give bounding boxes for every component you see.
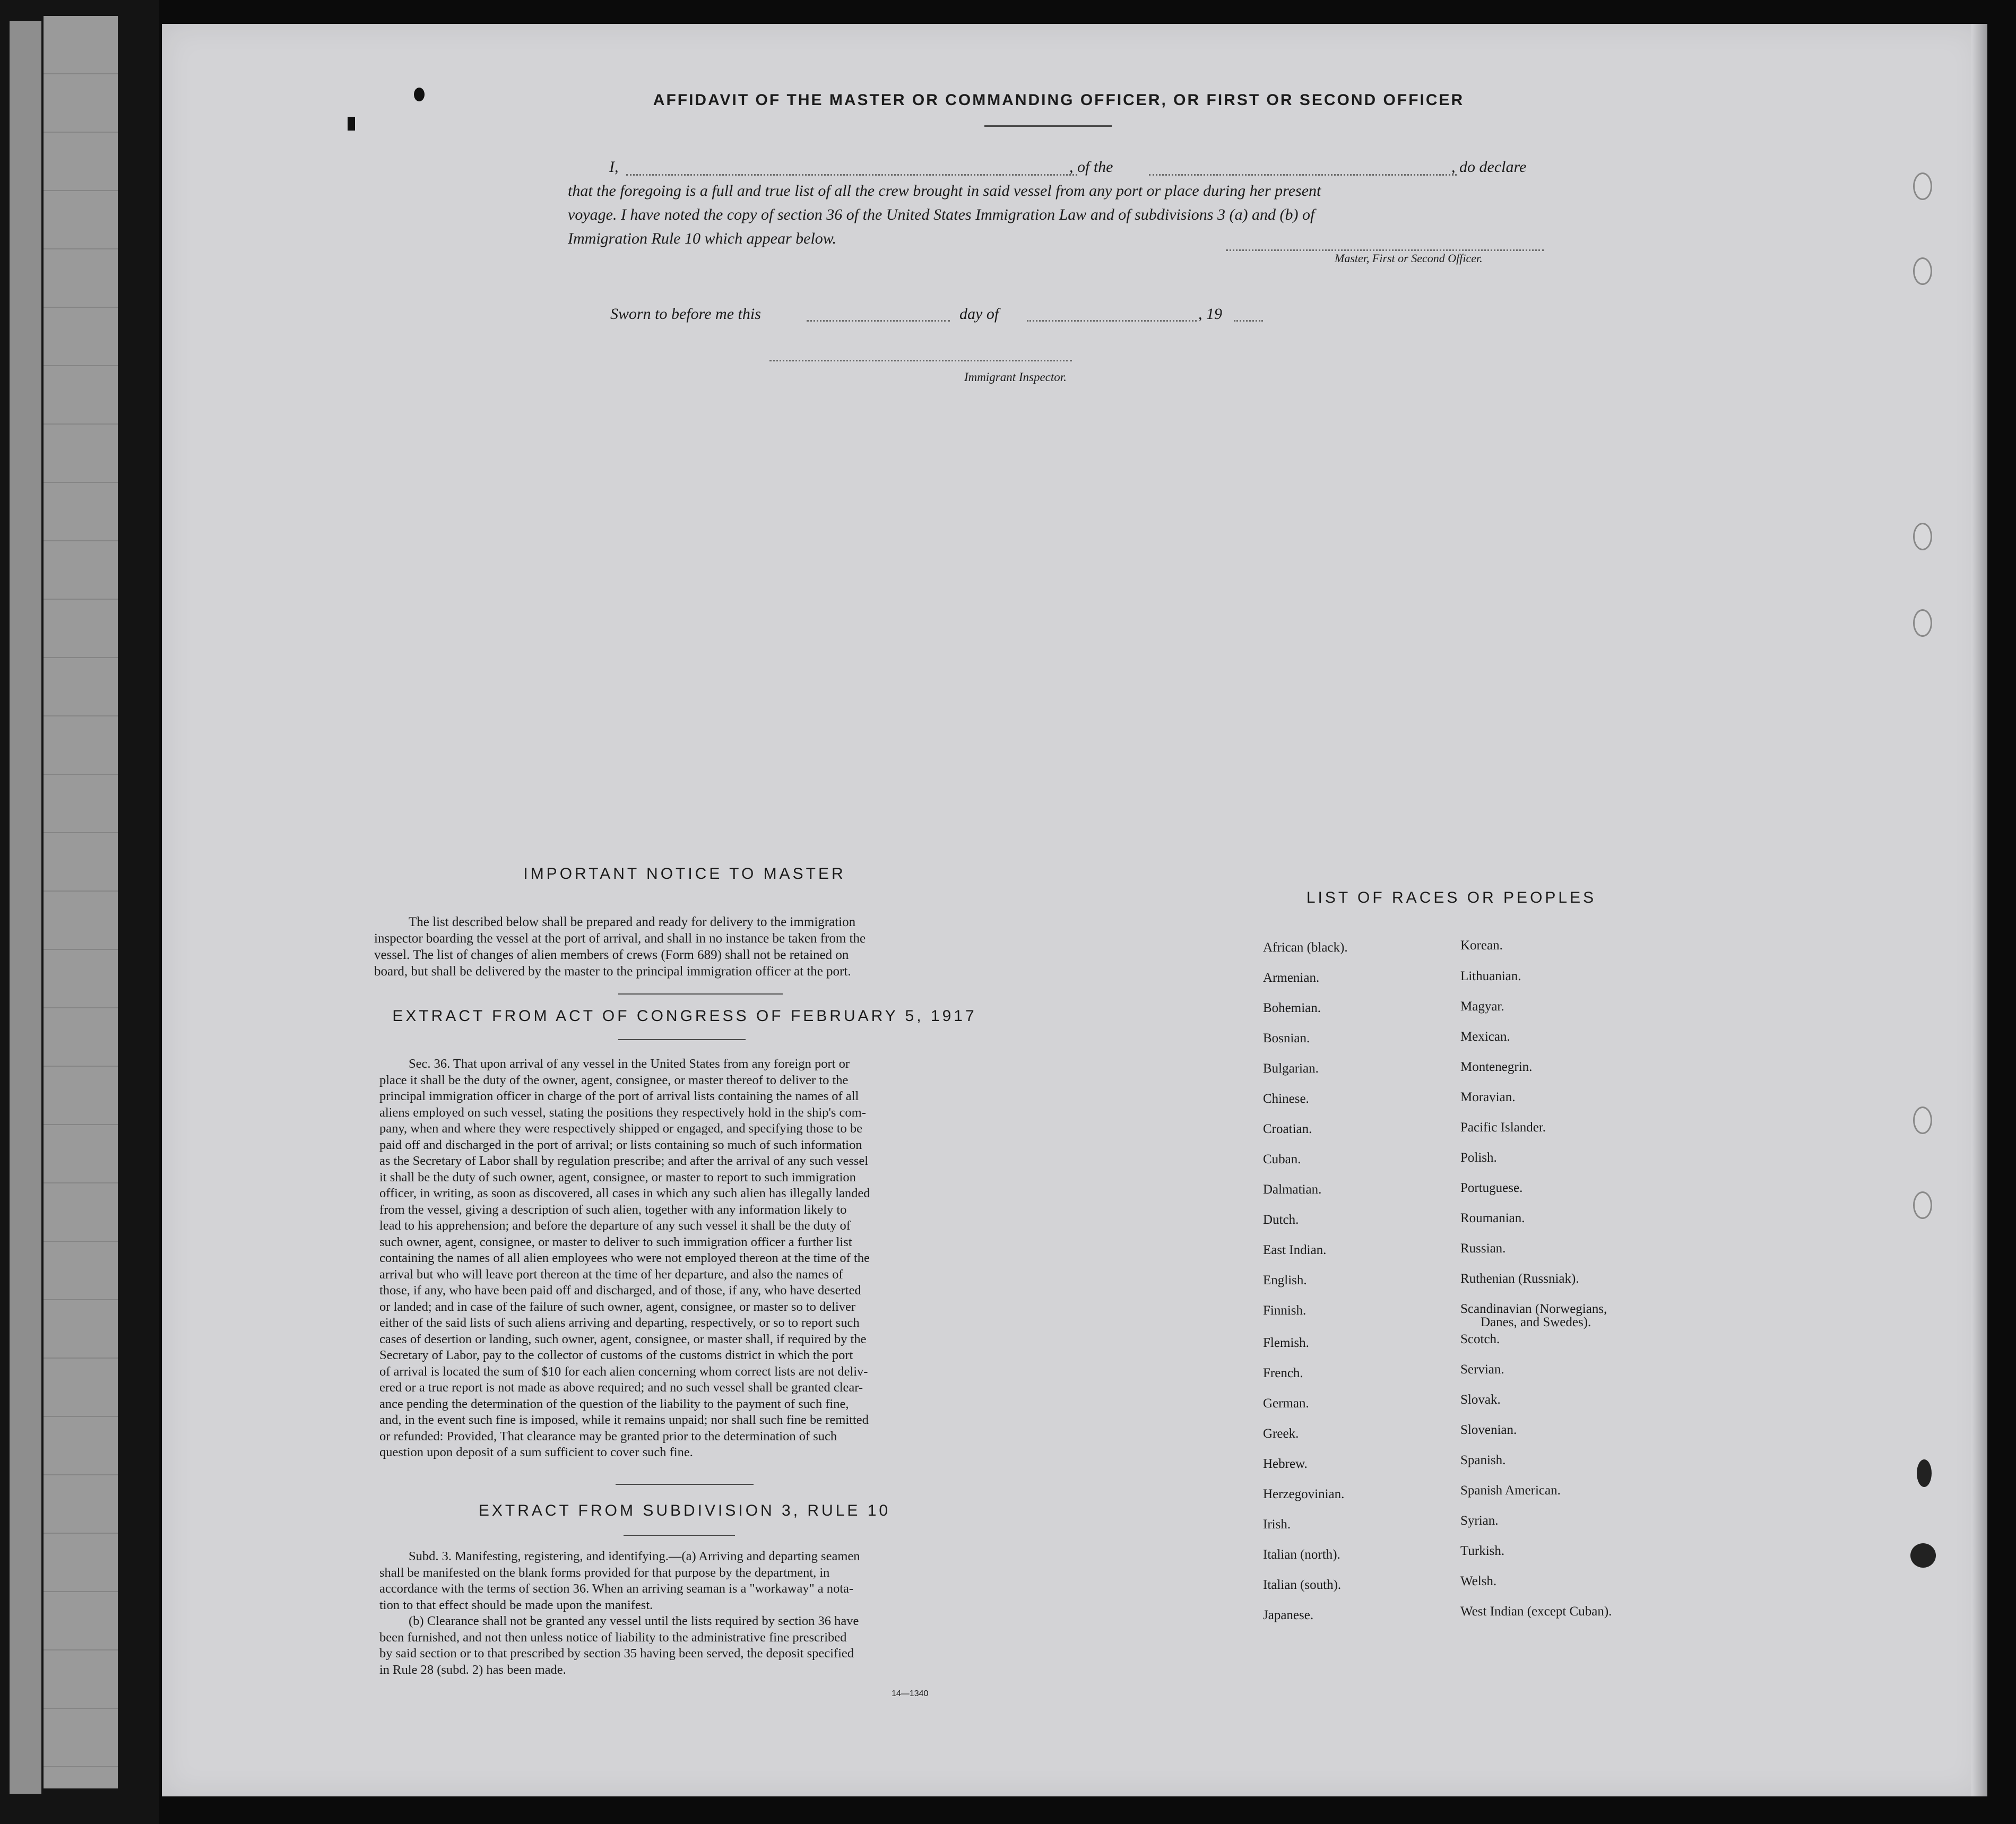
rule-line: been furnished, and not then unless notice of liability to the administrative fine prescribed	[379, 1630, 847, 1645]
race-item: Servian.	[1460, 1362, 1504, 1377]
act-line: and, in the event such fine is imposed, while it remains unpaid; nor shall such fine be remitted	[379, 1413, 869, 1427]
affidavit-title: AFFIDAVIT OF THE MASTER OR COMMANDING OFFICER, OR FIRST OR SECOND OFFICER	[653, 91, 1465, 109]
race-item: Syrian.	[1460, 1514, 1499, 1528]
act-line: containing the names of all alien employees who were not employed thereon at the time of the	[379, 1251, 870, 1265]
race-item: Finnish.	[1263, 1303, 1306, 1318]
signature-field[interactable]	[1226, 249, 1544, 251]
race-item: Bulgarian.	[1263, 1061, 1319, 1076]
extract-rule-paragraph	[379, 1549, 982, 1678]
race-item: Polish.	[1460, 1151, 1497, 1165]
section-divider	[618, 1039, 746, 1040]
race-item: Irish.	[1263, 1517, 1291, 1532]
act-line: aliens employed on such vessel, stating the positions they respectively hold in the ship's com-	[379, 1105, 866, 1120]
act-line: or refunded: Provided, That clearance may be granted prior to the determination of such	[379, 1429, 837, 1443]
day-of-text: day of	[959, 305, 999, 323]
rule-line: Subd. 3. Manifesting, registering, and identifying.—(a) Arriving and departing seamen	[409, 1549, 860, 1563]
act-line: or landed; and in case of the failure of such owner, agent, consignee, or master so to deliver	[379, 1299, 856, 1314]
binder-hole-icon	[1913, 523, 1932, 550]
race-item: Bohemian.	[1263, 1001, 1321, 1015]
race-item: West Indian (except Cuban).	[1460, 1604, 1612, 1619]
race-item: Slovak.	[1460, 1393, 1501, 1407]
race-item-continuation: Danes, and Swedes).	[1481, 1315, 1591, 1329]
declarant-prefix: I,	[609, 158, 619, 176]
rule-line: accordance with the terms of section 36. When an arriving seaman is a "workaway" a nota-	[379, 1581, 854, 1596]
notice-line: board, but shall be delivered by the master to the principal immigration officer at the port.	[374, 964, 851, 979]
rule-line: (b) Clearance shall not be granted any vessel until the lists required by section 36 have	[409, 1614, 859, 1628]
act-line: Secretary of Labor, pay to the collector of customs of the customs district in which the port	[379, 1348, 853, 1362]
race-item: Scandinavian (Norwegians,	[1460, 1302, 1607, 1316]
races-title: LIST OF RACES OR PEOPLES	[1306, 889, 1597, 906]
act-line: question upon deposit of a sum sufficient to cover such fine.	[379, 1445, 693, 1459]
affidavit-title-rule	[984, 125, 1112, 127]
race-item: Spanish.	[1460, 1453, 1506, 1467]
race-item: Montenegrin.	[1460, 1060, 1533, 1074]
race-item: Cuban.	[1263, 1152, 1301, 1166]
act-line: from the vessel, giving a description of such alien, together with any information likely to	[379, 1202, 847, 1217]
signature-label: Master, First or Second Officer.	[1335, 252, 1483, 265]
race-item: Scotch.	[1460, 1332, 1500, 1346]
binder-hole-icon	[1913, 257, 1932, 285]
race-item: Italian (south).	[1263, 1578, 1342, 1592]
race-item: Flemish.	[1263, 1336, 1309, 1350]
binder-hole-icon	[1910, 1543, 1936, 1568]
race-item: Spanish American.	[1460, 1483, 1561, 1498]
act-line: arrival but who will leave port thereon at the time of her departure, and also the names of	[379, 1267, 843, 1282]
act-line: place it shall be the duty of the owner, agent, consignee, or master thereof to deliver to the	[379, 1073, 849, 1087]
section-divider	[624, 1535, 735, 1536]
sworn-month-field[interactable]	[1027, 320, 1197, 322]
act-line: cases of desertion or landing, such owner, agent, consignee, or master shall, if required by the	[379, 1332, 867, 1346]
declare-text: , do declare	[1451, 158, 1527, 176]
act-line: principal immigration officer in charge of the port of arrival lists containing the names of all	[379, 1089, 859, 1103]
notice-line: vessel. The list of changes of alien members of crews (Form 689) shall not be retained on	[374, 948, 849, 962]
inspector-signature-field[interactable]	[769, 360, 1072, 361]
binder-hole-icon	[1913, 609, 1932, 637]
ink-mark-icon	[414, 88, 425, 101]
act-line: ance pending the determination of the question of the liability to the payment of such fine,	[379, 1396, 849, 1411]
race-item: East Indian.	[1263, 1243, 1327, 1257]
extract-rule-title: EXTRACT FROM SUBDIVISION 3, RULE 10	[478, 1502, 891, 1519]
race-item: Japanese.	[1263, 1608, 1314, 1622]
act-line: paid off and discharged in the port of arrival; or lists containing so much of such information	[379, 1137, 862, 1152]
sworn-day-field[interactable]	[807, 320, 950, 322]
race-item: Welsh.	[1460, 1574, 1497, 1588]
race-item: Korean.	[1460, 938, 1503, 953]
notice-line: The list described below shall be prepared and ready for delivery to the immigration	[409, 915, 856, 929]
vessel-name-field[interactable]	[1149, 174, 1457, 176]
race-item: Lithuanian.	[1460, 969, 1521, 983]
page-edge-shadow	[1971, 24, 1987, 1796]
race-item: Slovenian.	[1460, 1423, 1517, 1437]
act-line: it shall be the duty of such owner, agent, consignee, or master to report to such immigration	[379, 1170, 856, 1185]
rule-line: by said section or to that prescribed by section 35 having been served, the deposit specified	[379, 1646, 854, 1661]
binder-hole-icon	[1913, 1191, 1932, 1219]
race-item: Chinese.	[1263, 1092, 1309, 1106]
binder-hole-icon	[1917, 1459, 1932, 1487]
race-item: Magyar.	[1460, 999, 1504, 1014]
race-item: Pacific Islander.	[1460, 1120, 1546, 1135]
section-divider	[616, 1484, 754, 1485]
act-line: lead to his apprehension; and before the departure of any such vessel it shall be the duty of	[379, 1218, 851, 1233]
notice-paragraph	[374, 914, 984, 980]
adjacent-page-strip	[10, 21, 41, 1794]
declarant-name-field[interactable]	[626, 174, 1077, 176]
section-divider	[618, 993, 783, 995]
race-item: Dalmatian.	[1263, 1182, 1322, 1197]
binder-hole-icon	[1913, 172, 1932, 200]
race-item: Ruthenian (Russniak).	[1460, 1272, 1579, 1286]
document-page	[162, 24, 1982, 1796]
race-item: African (black).	[1263, 940, 1348, 955]
act-line: ered or a true report is not made as above required; and no such vessel shall be granted clear-	[379, 1380, 863, 1395]
race-item: Hebrew.	[1263, 1457, 1308, 1471]
ink-mark-icon	[348, 117, 355, 131]
year-prefix: , 19	[1198, 305, 1222, 323]
act-line: as the Secretary of Labor shall by regulation prescribe; and after the arrival of any such vessel	[379, 1154, 869, 1168]
form-number: 14—1340	[892, 1689, 929, 1698]
race-item: Roumanian.	[1460, 1211, 1525, 1225]
act-line: pany, when and where they were respectively shipped or engaged, and specifying those to be	[379, 1121, 863, 1136]
race-item: Dutch.	[1263, 1213, 1299, 1227]
race-item: French.	[1263, 1366, 1303, 1380]
race-item: Russian.	[1460, 1241, 1506, 1256]
rule-line: tion to that effect should be made upon the manifest.	[379, 1597, 653, 1612]
act-line: Sec. 36. That upon arrival of any vessel in the United States from any foreign port or	[409, 1057, 850, 1071]
adjacent-ledger-strip	[44, 16, 118, 1788]
race-item: Turkish.	[1460, 1544, 1505, 1558]
race-item: Portuguese.	[1460, 1181, 1523, 1195]
vessel-prefix: , of the	[1069, 158, 1113, 176]
race-item: German.	[1263, 1396, 1309, 1411]
act-line: such owner, agent, consignee, or master to deliver to such immigration officer a further list	[379, 1234, 852, 1249]
act-line: officer, in writing, as soon as discovered, all cases in which any such alien has illegally landed	[379, 1186, 870, 1200]
race-item: Bosnian.	[1263, 1031, 1310, 1045]
race-item: Armenian.	[1263, 971, 1320, 985]
affidavit-line-2: that the foregoing is a full and true list of all the crew brought in said vessel from any port or place during her present	[568, 182, 1321, 200]
binder-hole-icon	[1913, 1106, 1932, 1134]
inspector-label: Immigrant Inspector.	[964, 370, 1067, 384]
act-line: of arrival is located the sum of $10 for each alien concerning whom correct lists are not deliv-	[379, 1364, 868, 1379]
sworn-text: Sworn to before me this	[610, 305, 761, 323]
race-item: Mexican.	[1460, 1030, 1510, 1044]
sworn-year-field[interactable]	[1234, 320, 1263, 322]
extract-act-title: EXTRACT FROM ACT OF CONGRESS OF FEBRUARY 5, 1917	[392, 1007, 977, 1025]
race-item: Croatian.	[1263, 1122, 1312, 1136]
rule-line: shall be manifested on the blank forms provided for that purpose by the department, in	[379, 1565, 830, 1580]
race-item: Moravian.	[1460, 1090, 1516, 1104]
race-item: Italian (north).	[1263, 1548, 1340, 1562]
notice-line: inspector boarding the vessel at the port of arrival, and shall in no instance be taken from the	[374, 931, 866, 946]
extract-act-paragraph	[379, 1056, 982, 1461]
act-line: those, if any, who have been paid off and discharged, and of those, if any, who have deserted	[379, 1283, 861, 1298]
affidavit-line-4: Immigration Rule 10 which appear below.	[568, 230, 837, 247]
notice-title: IMPORTANT NOTICE TO MASTER	[523, 865, 846, 883]
act-line: either of the said lists of such aliens arriving and departing, respectively, or so to report such	[379, 1316, 860, 1330]
race-item: Herzegovinian.	[1263, 1487, 1345, 1501]
race-item: Greek.	[1263, 1427, 1299, 1441]
rule-line: in Rule 28 (subd. 2) has been made.	[379, 1662, 566, 1677]
affidavit-line-3: voyage. I have noted the copy of section 36 of the United States Immigration Law and of subdivisions 3 (a) and (b) of	[568, 206, 1315, 223]
race-item: English.	[1263, 1273, 1307, 1287]
